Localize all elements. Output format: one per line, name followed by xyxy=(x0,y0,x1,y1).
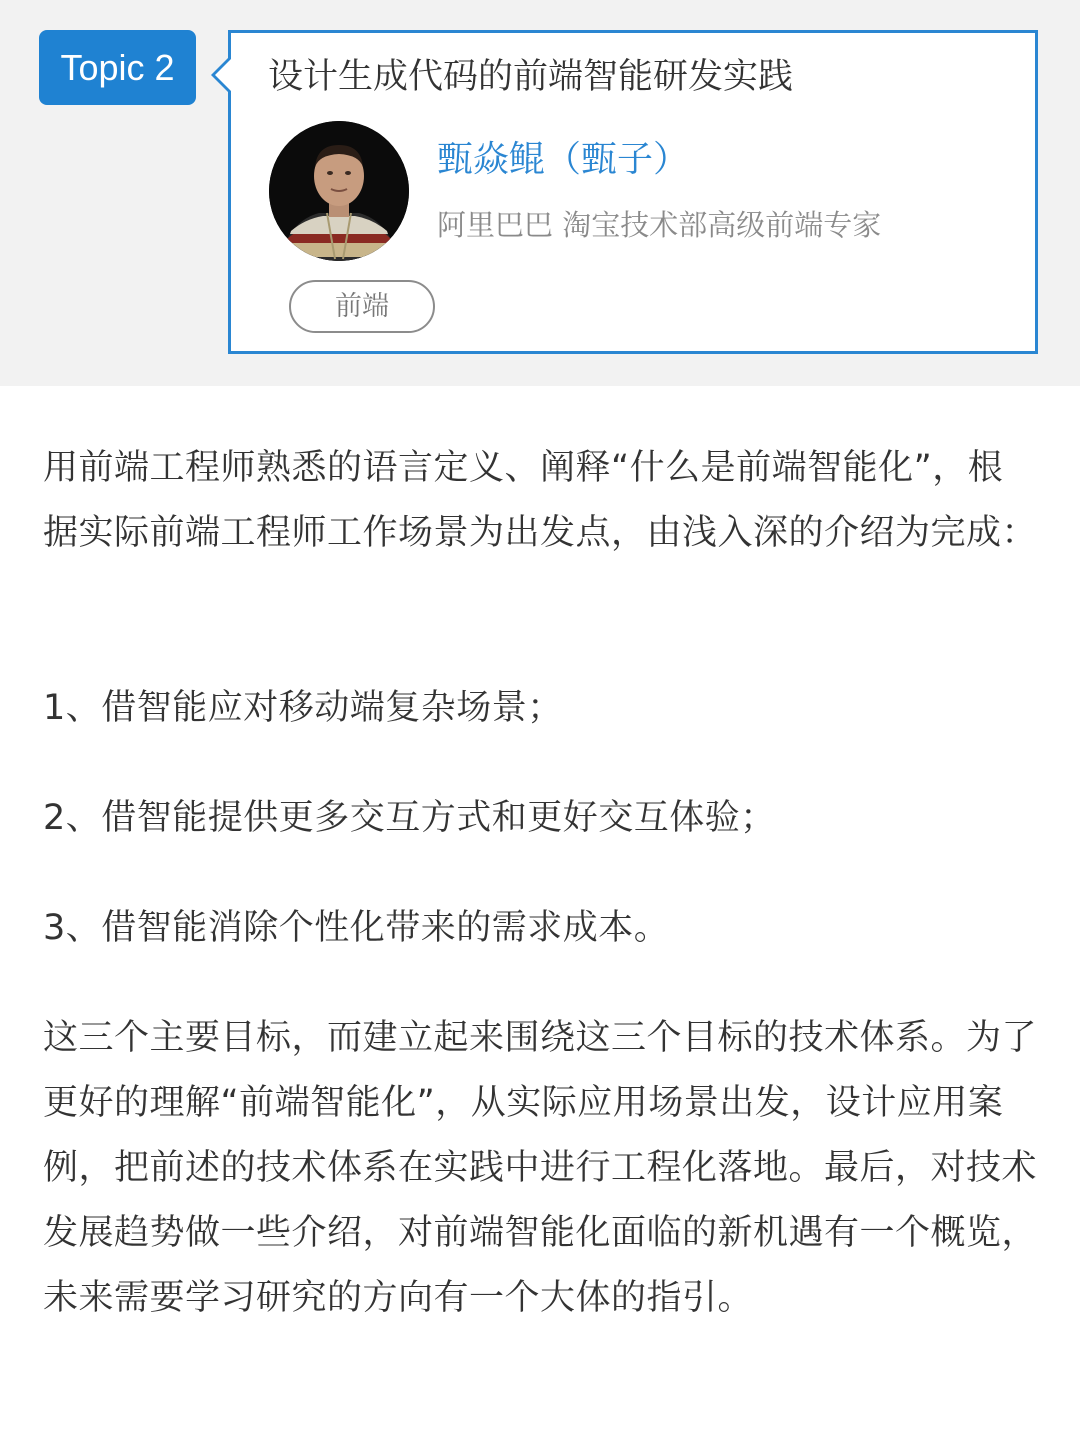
summary-paragraph: 这三个主要目标，而建立起来围绕这三个目标的技术体系。为了更好的理解“前端智能化”，从实际应用场景出发，设计应用案例，把前述的技术体系在实践中进行工程化落地。最后，对技术发展趋势做一些介绍，对前端智能化面临的新机遇有一个概览，未来需要学习研究的方向有一个大体的指引。 xyxy=(43,1018,1038,1318)
speaker-avatar xyxy=(269,121,409,261)
talk-description xyxy=(43,436,1038,1331)
speaker-name: 甄焱鲲（甄子） xyxy=(437,139,690,180)
speaker-card xyxy=(228,30,1038,354)
talk-title: 设计生成代码的前端智能研发实践 xyxy=(268,57,794,97)
topic-badge: Topic 2 xyxy=(39,30,196,105)
avatar-photo xyxy=(269,121,409,261)
topic-header xyxy=(0,0,1080,386)
list-item: 2、借智能提供更多交互方式和更好交互体验； xyxy=(43,798,776,838)
list-item: 1、借智能应对移动端复杂场景； xyxy=(43,688,563,728)
category-tag[interactable]: 前端 xyxy=(289,280,435,333)
speaker-role: 阿里巴巴 淘宝技术部高级前端专家 xyxy=(437,208,882,242)
list-item: 3、借智能消除个性化带来的需求成本。 xyxy=(43,908,670,948)
intro-paragraph: 用前端工程师熟悉的语言定义、阐释“什么是前端智能化”，根据实际前端工程师工作场景为出发点，由浅入深的介绍为完成： xyxy=(43,448,1038,553)
